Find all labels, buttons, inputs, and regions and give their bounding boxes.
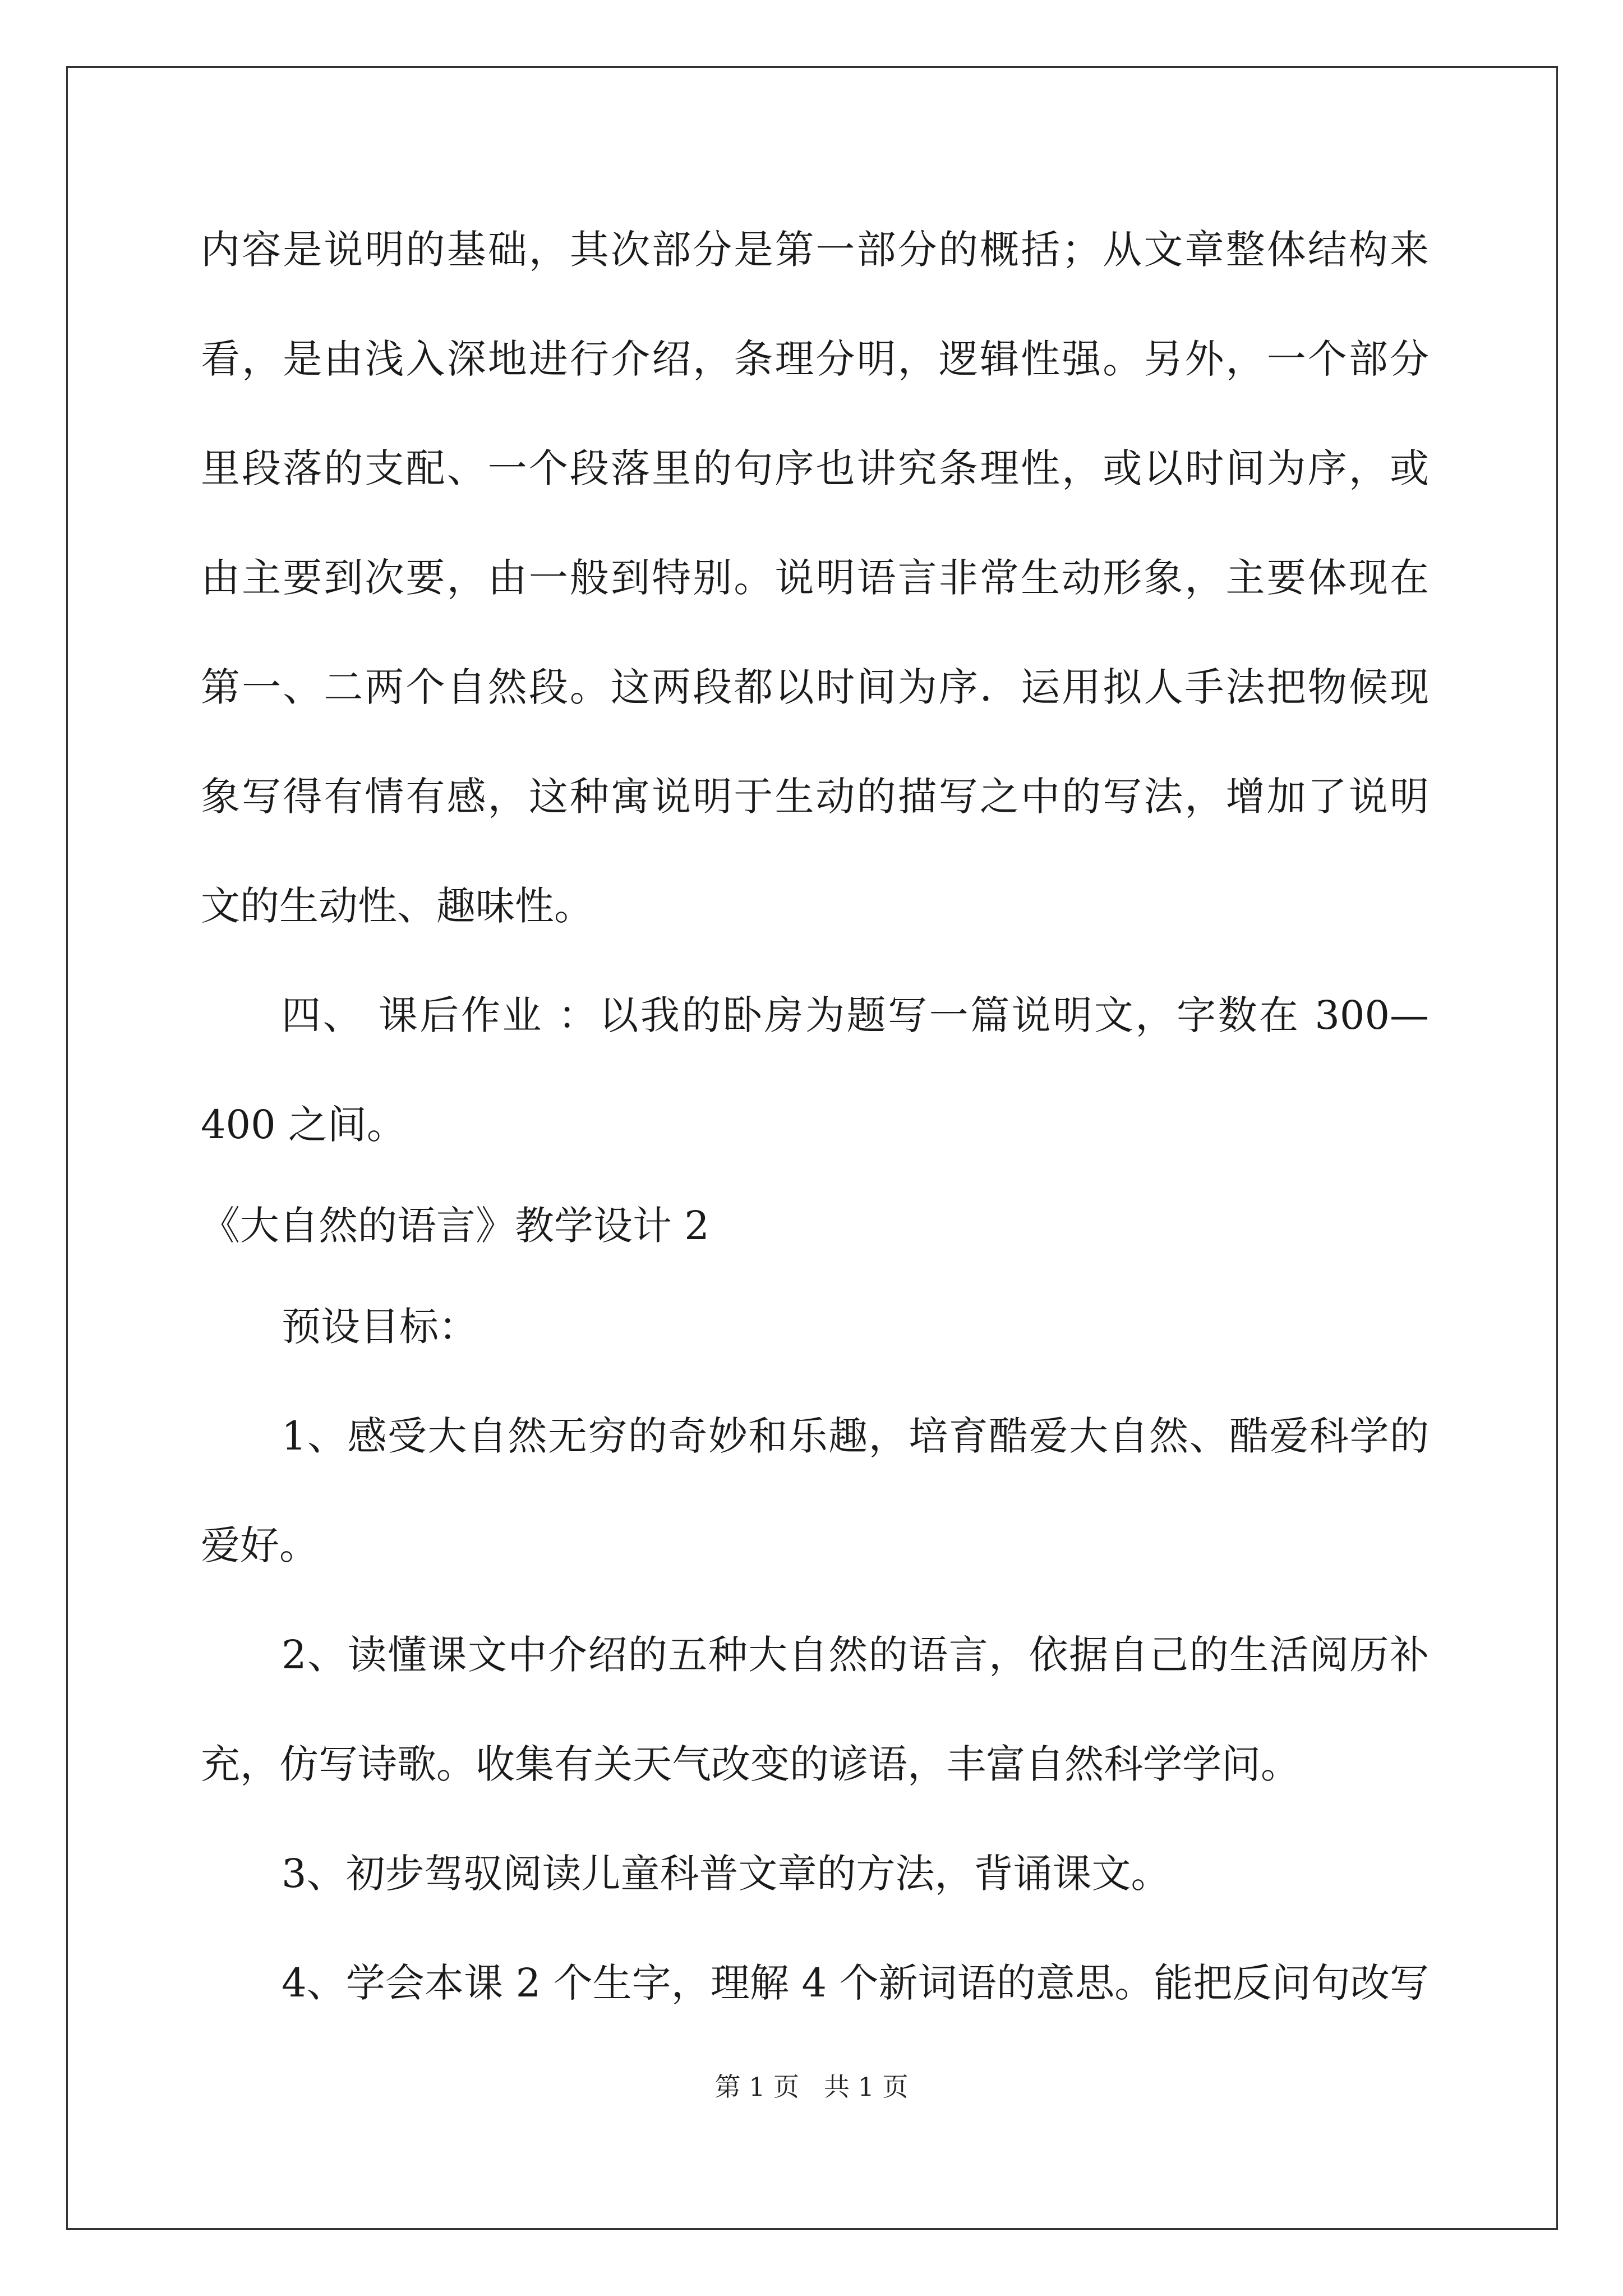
text-line: 内容是说明的基础，其次部分是第一部分的概括；从文章整体结构来 [201,227,1429,273]
page-footer [0,2070,1623,2104]
text-line: 看，是由浅入深地进行介绍，条理分明，逻辑性强。另外，一个部分 [201,336,1429,382]
goals-heading: 预设目标： [282,1304,478,1350]
text-line: 充，仿写诗歌。收集有关天气改变的谚语，丰富自然科学学问。 [201,1741,1300,1787]
text-line: 由主要到次要，由一般到特别。说明语言非常生动形象，主要体现在 [201,555,1429,601]
page-total: 共 1 页 [823,2072,909,2102]
section-heading: 《大自然的语言》教学设计 2 [201,1203,709,1249]
text-line: 400 之间。 [201,1102,406,1148]
goal-item-4: 4、学会本课 2 个生字，理解 4 个新词语的意思。能把反问句改写 [282,1960,1429,2006]
text-line: 爱好。 [201,1522,319,1568]
text-line: 象写得有情有感，这种寓说明于生动的描写之中的写法，增加了说明 [201,774,1429,820]
text-line: 第一、二两个自然段。这两段都以时间为序．运用拟人手法把物候现 [201,664,1429,710]
page-number: 第 1 页 [714,2072,800,2102]
goal-item-2: 2、读懂课文中介绍的五种大自然的语言，依据自己的生活阅历补 [282,1632,1429,1678]
text-line: 里段落的支配、一个段落里的句序也讲究条理性，或以时间为序，或 [201,445,1429,491]
goal-item-1: 1、感受大自然无穷的奇妙和乐趣，培育酷爱大自然、酷爱科学的 [282,1413,1429,1459]
homework-line: 四、 课后作业 ：以我的卧房为题写一篇说明文，字数在 300— [282,992,1429,1038]
text-line: 文的生动性、趣味性。 [201,883,593,929]
goal-item-3: 3、初步驾驭阅读儿童科普文章的方法，背诵课文。 [282,1851,1170,1897]
